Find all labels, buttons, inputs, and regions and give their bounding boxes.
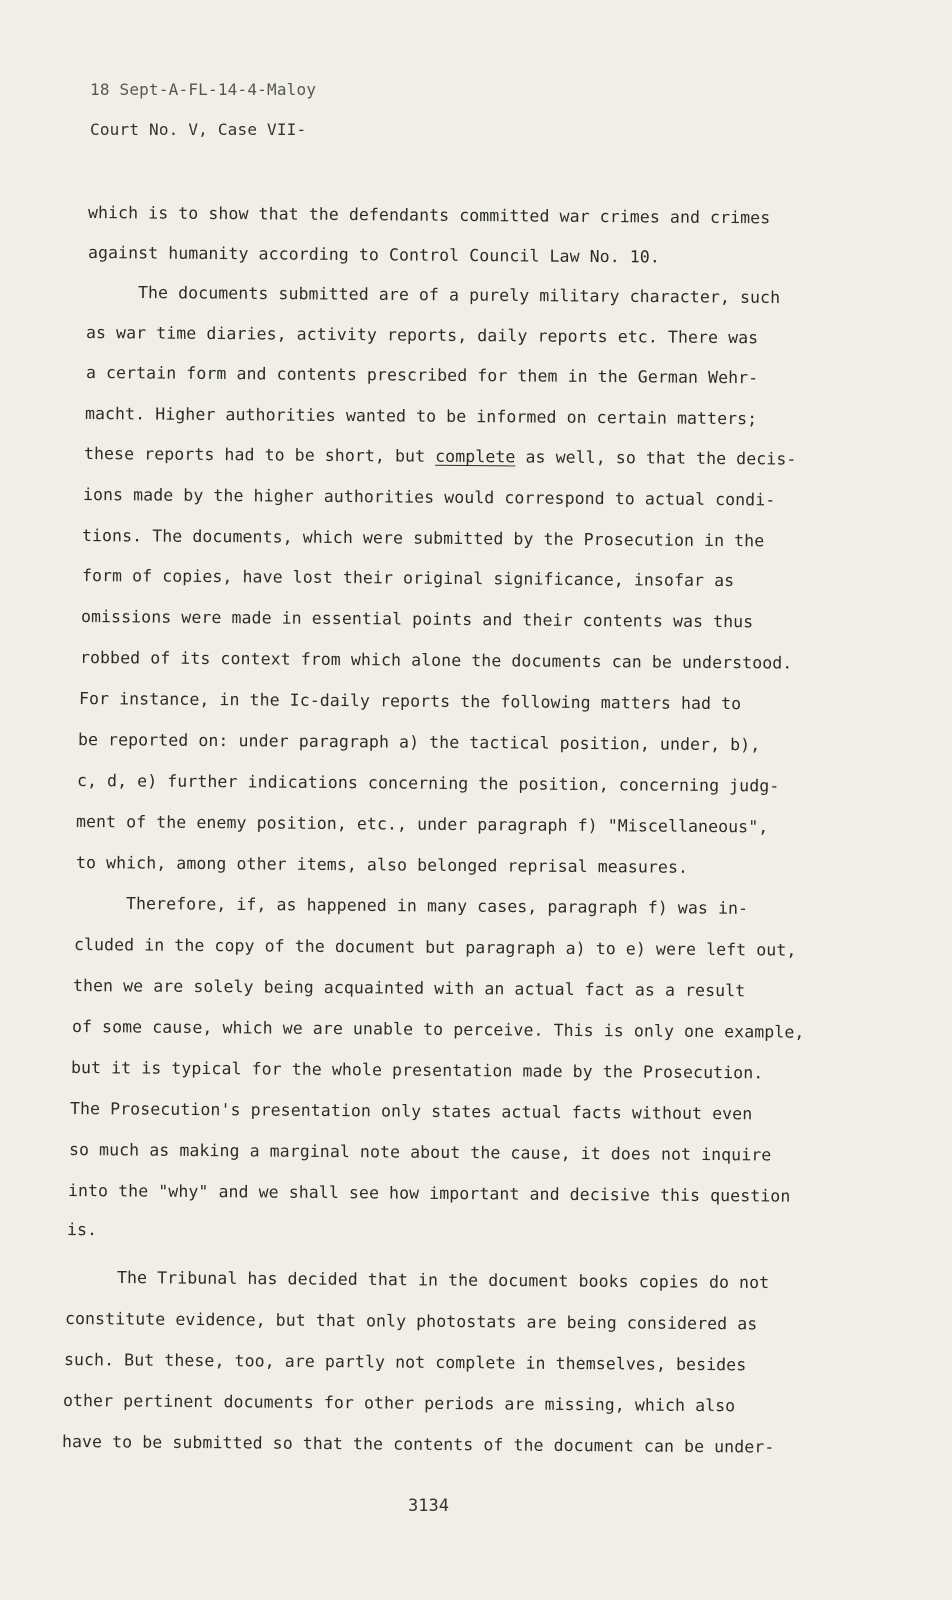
text-line (84, 444, 797, 470)
text-line: robbed of its context from which alone the documents can be understood. (79, 648, 793, 673)
text-line: into the "why" and we shall see how important and decisive this question (67, 1181, 791, 1206)
text-line: then we are solely being acquainted with an actual fact as a result (72, 976, 746, 1001)
text-line: have to be submitted so that the contents of the document can be under- (61, 1432, 775, 1457)
text-line: ions made by the higher authorities would correspond to actual condi- (82, 485, 776, 510)
text-line: ment of the enemy position, etc., under paragraph f) "Miscellaneous", (75, 812, 769, 837)
header-court-case-line: Court No. V, Case VII- (90, 120, 307, 139)
text-line: a certain form and contents prescribed for them in the German Wehr- (85, 363, 759, 388)
text-line: constitute evidence, but that only photostats are being considered as (64, 1309, 758, 1334)
text-line: cluded in the copy of the document but paragraph a) to e) were left out, (73, 935, 797, 960)
page-number: 3134 (408, 1496, 449, 1516)
text-line: tions. The documents, which were submitted by the Prosecution in the (81, 526, 765, 551)
text-line: For instance, in the Ic-daily reports the following matters had to (78, 689, 742, 714)
text-line: macht. Higher authorities wanted to be informed on certain matters; (84, 404, 758, 429)
text-line: but it is typical for the whole presentation made by the Prosecution. (70, 1058, 764, 1083)
text-line: which is to show that the defendants committed war crimes and crimes (87, 203, 771, 228)
text-line: of some cause, which we are unable to perceive. This is only one example, (71, 1017, 805, 1042)
text-line: The Prosecution's presentation only states actual facts without even (69, 1099, 753, 1124)
text-line: other pertinent documents for other periods are missing, which also (62, 1391, 736, 1416)
emphasized-word: complete (435, 446, 516, 467)
text-segment: as well, so that the decis- (525, 447, 797, 469)
text-line: is. (66, 1220, 98, 1240)
text-line: omissions were made in essential points and their contents was thus (80, 607, 754, 632)
text-line: form of copies, have lost their original significance, insofar as (81, 566, 735, 591)
text-line: to which, among other items, also belonged reprisal measures. (75, 853, 689, 877)
text-line: be reported on: under paragraph a) the tactical position, under, b), (77, 730, 761, 755)
header-reference-line: 18 Sept-A-FL-14-4-Maloy (90, 80, 317, 99)
text-line: so much as making a marginal note about the cause, it does not inquire (68, 1140, 772, 1165)
text-line: such. But these, too, are partly not complete in themselves, besides (63, 1350, 747, 1375)
text-line: The documents submitted are of a purely military character, such (137, 283, 781, 308)
text-segment: these reports had to be short, but (83, 444, 426, 466)
text-line: The Tribunal has decided that in the document books copies do not (116, 1268, 770, 1293)
text-line: Therefore, if, as happened in many cases, paragraph f) was in- (125, 894, 749, 918)
text-line: c, d, e) further indications concerning the position, concerning judg- (76, 771, 780, 796)
text-line: as war time diaries, activity reports, daily reports etc. There was (85, 323, 759, 348)
text-line: against humanity according to Control Council Law No. 10. (87, 243, 660, 267)
